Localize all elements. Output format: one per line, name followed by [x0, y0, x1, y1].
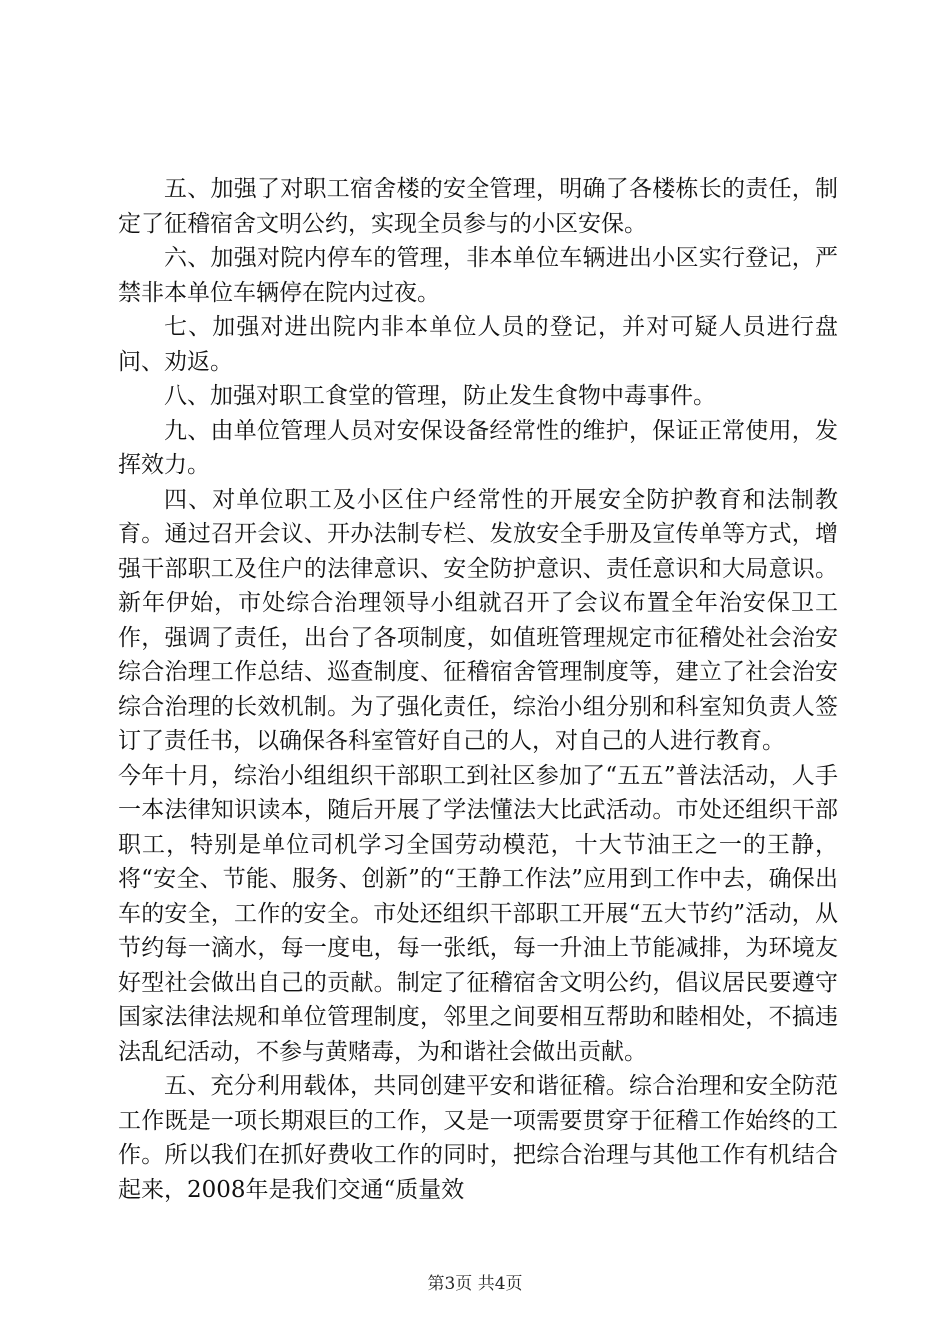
paragraph-4: 八、加强对职工食堂的管理，防止发生食物中毒事件。: [164, 383, 716, 409]
paragraph-2: 六、加强对院内停车的管理，非本单位车辆进出小区实行登记，严禁非本单位车辆停在院内过夜。: [118, 245, 838, 306]
paragraph-5: 九、由单位管理人员对安保设备经常性的维护，保证正常使用，发挥效力。: [118, 417, 838, 478]
paragraph-8: 五、充分利用载体，共同创建平安和谐征稽。综合治理和安全防范工作既是一项长期艰巨的工作，又是一项需要贯穿于征稽工作始终的工作。所以我们在抓好费收工作的同时，把综合治理与其他工作有机结合起来，2008年是我们交通“质量效: [118, 1073, 838, 1203]
paragraph-7: 今年十月，综治小组组织干部职工到社区参加了“五五”普法活动，人手一本法律知识读本，随后开展了学法懂法大比武活动。市处还组织干部职工，特别是单位司机学习全国劳动模范，十大节油王之一的王静，将“安全、节能、服务、创新”的“王静工作法”应用到工作中去，确保出车的安全，工作的安全。市处还组织干部职工开展“五大节约”活动，从节约每一滴水，每一度电，每一张纸，每一升油上节能减排，为环境友好型社会做出自己的贡献。制定了征稽宿舍文明公约，倡议居民要遵守国家法律法规和单位管理制度，邻里之间要相互帮助和睦相处，不搞违法乱纪活动，不参与黄赌毒，为和谐社会做出贡献。: [118, 762, 838, 1065]
paragraph-3: 七、加强对进出院内非本单位人员的登记，并对可疑人员进行盘问、劝返。: [118, 314, 838, 375]
page-footer: 第3页 共4页: [427, 1274, 523, 1294]
paragraph-1: 五、加强了对职工宿舍楼的安全管理，明确了各楼栋长的责任，制定了征稽宿舍文明公约，实现全员参与的小区安保。: [118, 176, 838, 237]
paragraph-6: 四、对单位职工及小区住户经常性的开展安全防护教育和法制教育。通过召开会议、开办法制专栏、发放安全手册及宣传单等方式，增强干部职工及住户的法律意识、安全防护意识、责任意识和大局意识。新年伊始，市处综合治理领导小组就召开了会议布置全年治安保卫工作，强调了责任，出台了各项制度，如值班管理规定市征稽处社会治安综合治理工作总结、巡查制度、征稽宿舍管理制度等，建立了社会治安综合治理的长效机制。为了强化责任，综治小组分别和科室知负责人签订了责任书，以确保各科室管好自己的人，对自己的人进行教育。: [118, 486, 838, 754]
document-body: [118, 172, 838, 1207]
